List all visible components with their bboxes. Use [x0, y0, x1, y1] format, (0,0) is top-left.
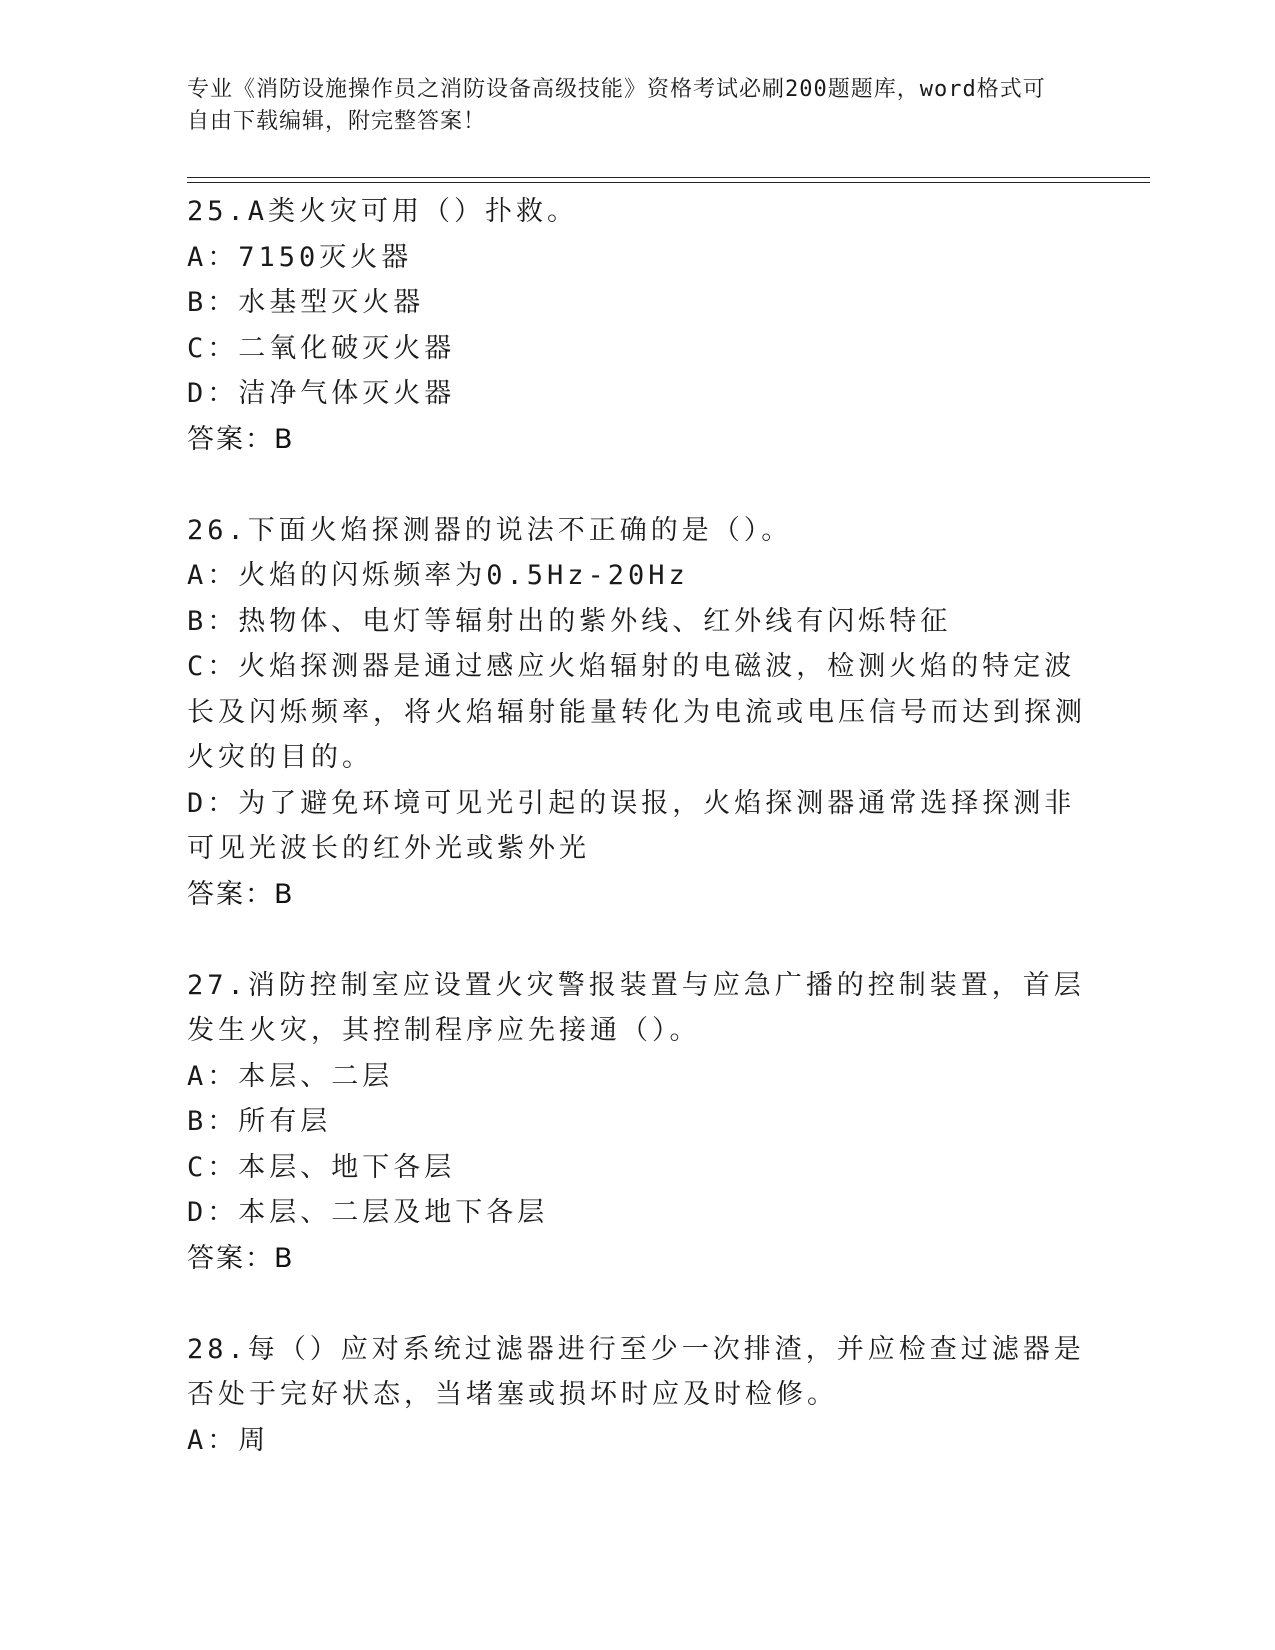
option-b: B：所有层	[187, 1106, 332, 1137]
option-c: C：本层、地下各层	[187, 1151, 456, 1183]
option-c: C：二氧化破灭火器	[187, 332, 456, 364]
header-rule-bottom	[187, 182, 1150, 183]
question-stem: 25.A类火灾可用（）扑救。	[187, 196, 579, 227]
answer-label: 答案：B	[187, 423, 295, 455]
option-a: A：7150灭火器	[187, 241, 413, 273]
spacer	[187, 1281, 1087, 1327]
option-b: B：水基型灭火器	[187, 287, 425, 318]
option-d: D：洁净气体灭火器	[187, 378, 456, 409]
question-stem: 27.消防控制室应设置火灾警报装置与应急广播的控制装置，首层发生火灾，其控制程序应先接通（）。	[187, 969, 1085, 1046]
question-25	[187, 189, 1087, 462]
answer-label: 答案：B	[187, 878, 295, 910]
question-stem: 26.下面火焰探测器的说法不正确的是（）。	[187, 514, 793, 546]
question-stem: 28.每（）应对系统过滤器进行至少一次排渣，并应检查过滤器是否处于完好状态，当堵塞或损坏时应及时检修。	[187, 1333, 1085, 1410]
spacer	[187, 462, 1087, 508]
question-28	[187, 1327, 1087, 1464]
question-list	[187, 189, 1087, 1463]
option-d: D：为了避免环境可见光引起的误报，火焰探测器通常选择探测非可见光波长的红外光或紫外光	[187, 787, 1076, 864]
option-a: A：本层、二层	[187, 1060, 394, 1092]
question-26	[187, 508, 1087, 918]
option-b: B：热物体、电灯等辐射出的紫外线、红外线有闪烁特征	[187, 605, 952, 637]
option-c: C：火焰探测器是通过感应火焰辐射的电磁波，检测火焰的特定波长及闪烁频率，将火焰辐射能量转化为电流或电压信号而达到探测火灾的目的。	[187, 651, 1086, 773]
header-rule-top	[187, 177, 1150, 178]
option-a: A：周	[187, 1424, 270, 1456]
spacer	[187, 917, 1087, 963]
option-d: D：本层、二层及地下各层	[187, 1197, 549, 1228]
question-27	[187, 963, 1087, 1282]
option-a: A：火焰的闪烁频率为0.5Hz-20Hz	[187, 560, 689, 591]
answer-label: 答案：B	[187, 1242, 295, 1274]
document-intro: 专业《消防设施操作员之消防设备高级技能》资格考试必刷200题题库，word格式可自由下载编辑，附完整答案！	[187, 77, 1046, 134]
